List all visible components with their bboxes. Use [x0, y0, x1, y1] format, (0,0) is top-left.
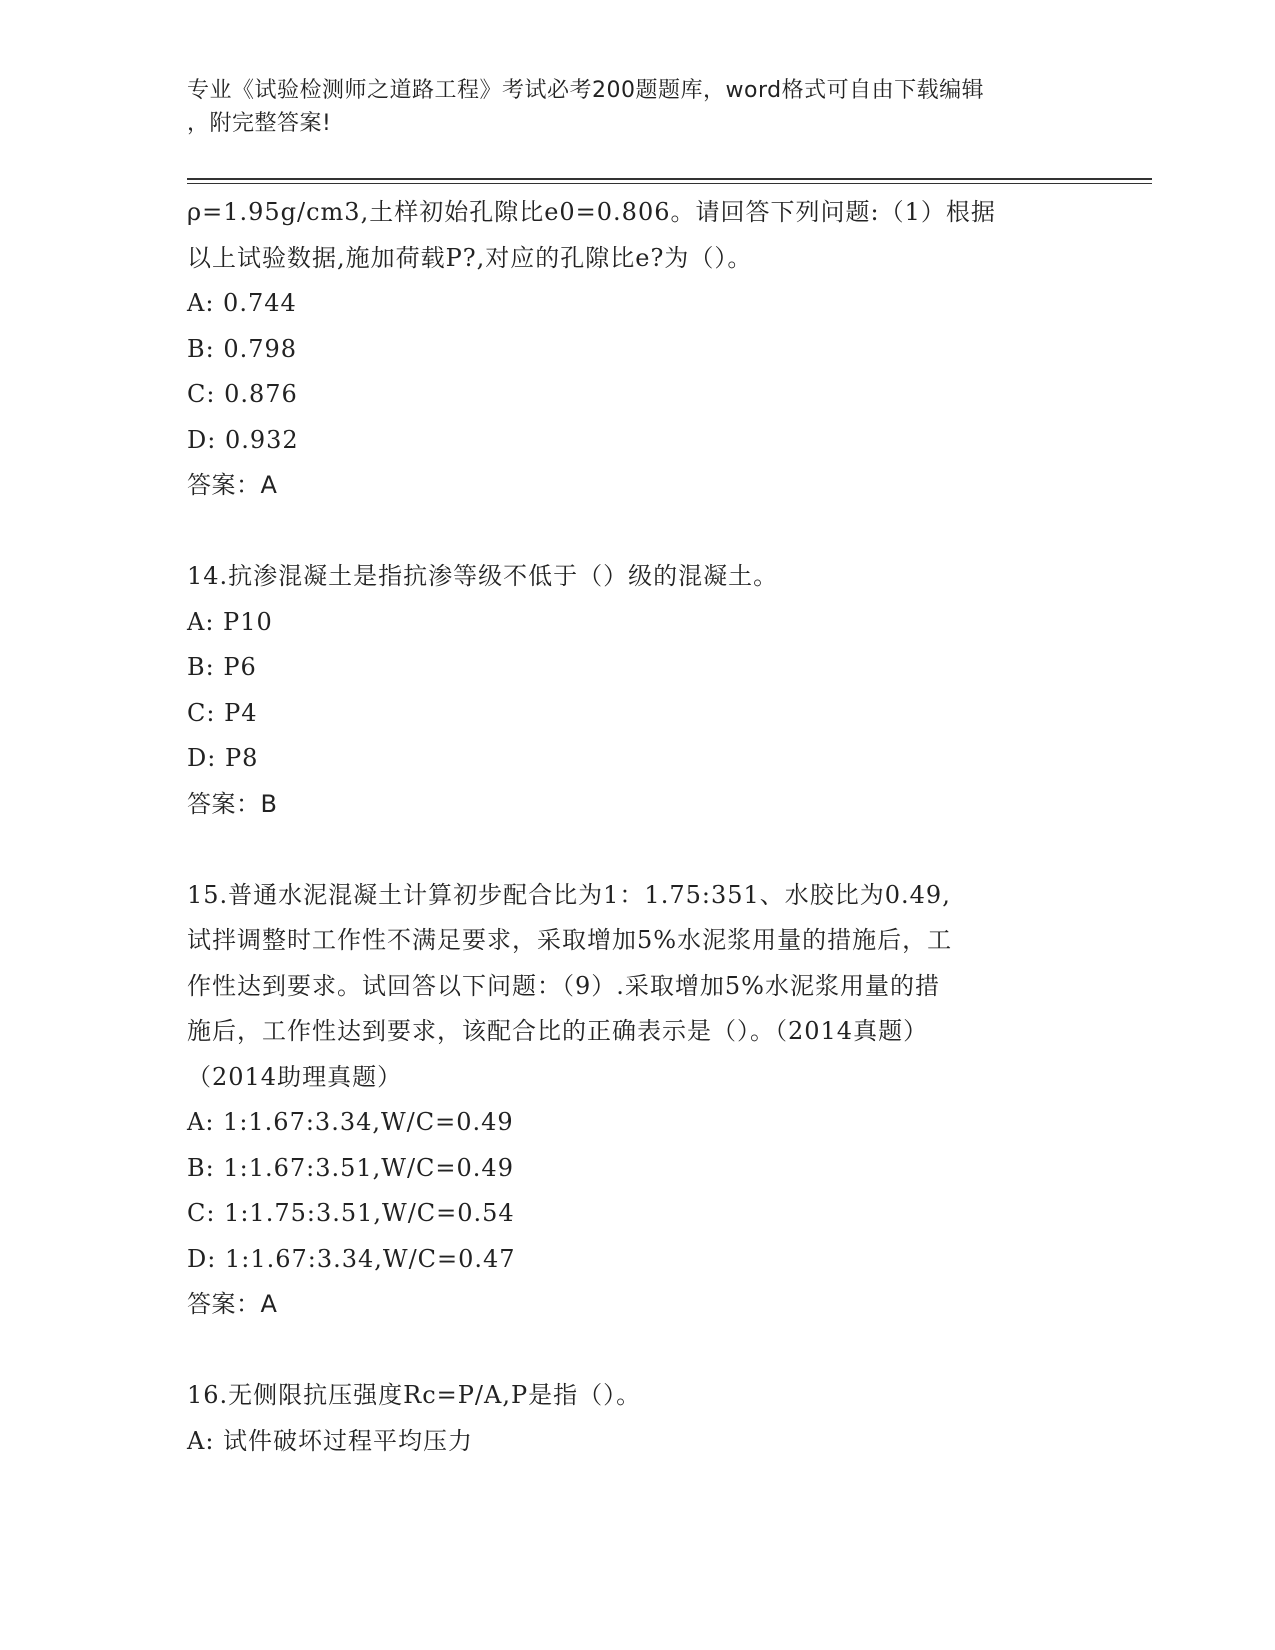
- header-title-line-2: ，附完整答案!: [187, 111, 332, 136]
- question-stem-line: 作性达到要求。试回答以下问题：（9）.采取增加5%水泥浆用量的措: [187, 971, 940, 1000]
- option-d: D: 1:1.67:3.34,W/C=0.47: [187, 1244, 516, 1273]
- option-d: D: P8: [187, 744, 259, 772]
- question-13: [187, 190, 1087, 509]
- question-stem-line: 15.普通水泥混凝土计算初步配合比为1：1.75:351、水胶比为0.49,: [187, 880, 951, 909]
- question-stem-line: 试拌调整时工作性不满足要求，采取增加5%水泥浆用量的措施后，工: [187, 926, 953, 954]
- option-a: A: 0.744: [187, 289, 297, 317]
- question-stem-line: 14.抗渗混凝土是指抗渗等级不低于（）级的混凝土。: [187, 562, 779, 590]
- option-a: A: 试件破坏过程平均压力: [187, 1426, 474, 1455]
- option-d: D: 0.932: [187, 425, 299, 454]
- spacer: [187, 509, 1087, 555]
- option-a: A: 1:1.67:3.34,W/C=0.49: [187, 1108, 514, 1136]
- option-c: C: 0.876: [187, 380, 298, 408]
- answer-line: 答案：A: [187, 1290, 278, 1318]
- option-a: A: P10: [187, 607, 273, 636]
- question-list: [187, 190, 1087, 1464]
- option-c: C: P4: [187, 698, 258, 727]
- option-b: B: P6: [187, 653, 257, 681]
- document-header: [187, 74, 1067, 140]
- question-stem-line: ρ=1.95g/cm3,土样初始孔隙比e0=0.806。请回答下列问题:（1）根据: [187, 198, 996, 226]
- question-stem-line: 16.无侧限抗压强度Rc=P/A,P是指（）。: [187, 1381, 642, 1409]
- header-divider-thin: [187, 183, 1152, 184]
- question-16: [187, 1373, 1087, 1464]
- question-15: [187, 873, 1087, 1328]
- answer-line: 答案：A: [187, 471, 278, 499]
- option-b: B: 0.798: [187, 334, 298, 363]
- question-14: [187, 554, 1087, 827]
- header-title-line-1: 专业《试验检测师之道路工程》考试必考200题题库，word格式可自由下载编辑: [187, 78, 985, 103]
- spacer: [187, 1328, 1087, 1374]
- header-divider-thick: [187, 178, 1152, 180]
- option-b: B: 1:1.67:3.51,W/C=0.49: [187, 1153, 514, 1182]
- question-stem-line: （2014助理真题）: [187, 1062, 403, 1091]
- spacer: [187, 827, 1087, 873]
- question-stem-line: 以上试验数据,施加荷载P?,对应的孔隙比e?为（）。: [187, 243, 753, 272]
- answer-line: 答案：B: [187, 789, 278, 818]
- option-c: C: 1:1.75:3.51,W/C=0.54: [187, 1199, 515, 1227]
- question-stem-line: 施后，工作性达到要求，该配合比的正确表示是（）。（2014真题）: [187, 1017, 929, 1045]
